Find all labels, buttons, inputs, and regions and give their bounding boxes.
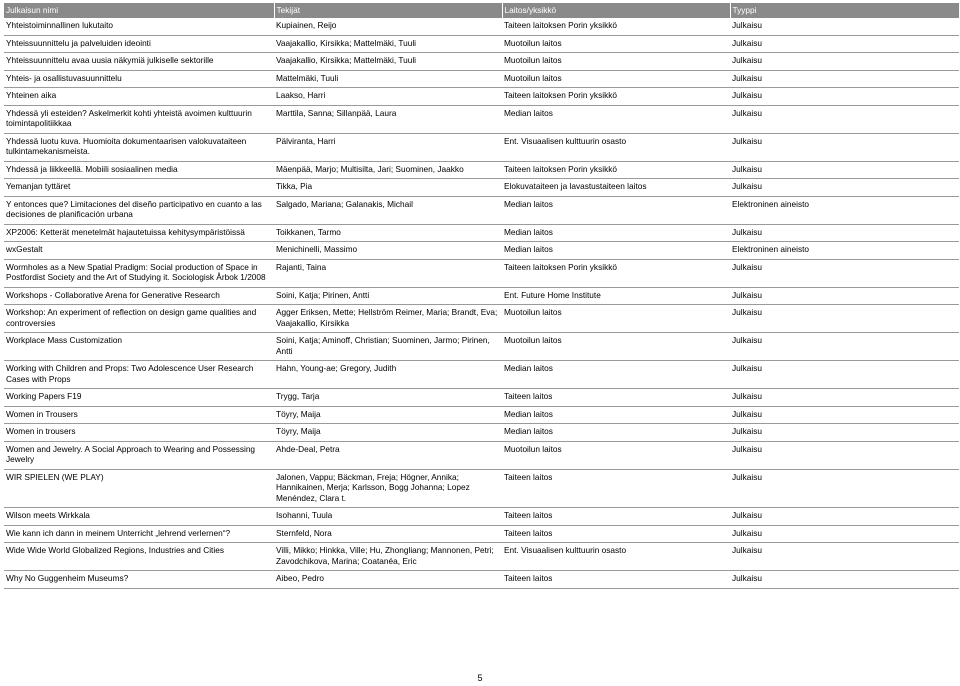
cell-title: Women and Jewelry. A Social Approach to Wearing and Possessing Jewelry <box>4 441 274 469</box>
cell-authors: Rajanti, Taina <box>274 259 502 287</box>
cell-type: Elektroninen aineisto <box>730 196 959 224</box>
table-row <box>4 424 959 442</box>
cell-type: Julkaisu <box>730 508 959 526</box>
table-row <box>4 161 959 179</box>
cell-type: Julkaisu <box>730 424 959 442</box>
cell-title: Wide Wide World Globalized Regions, Industries and Cities <box>4 543 274 571</box>
table-row <box>4 224 959 242</box>
cell-department: Median laitos <box>502 424 730 442</box>
cell-type: Julkaisu <box>730 389 959 407</box>
table-row <box>4 242 959 260</box>
table-row <box>4 105 959 133</box>
cell-title: Women in trousers <box>4 424 274 442</box>
table-row <box>4 196 959 224</box>
table-row <box>4 571 959 589</box>
cell-department: Taiteen laitos <box>502 469 730 508</box>
table-row <box>4 508 959 526</box>
cell-title: Yhdessä luotu kuva. Huomioita dokumentaarisen valokuvataiteen tulkintamekanismeista. <box>4 133 274 161</box>
cell-department: Median laitos <box>502 242 730 260</box>
cell-authors: Laakso, Harri <box>274 88 502 106</box>
cell-type: Julkaisu <box>730 224 959 242</box>
cell-authors: Soini, Katja; Pirinen, Antti <box>274 287 502 305</box>
cell-department: Median laitos <box>502 361 730 389</box>
cell-authors: Villi, Mikko; Hinkka, Ville; Hu, Zhongliang; Mannonen, Petri; Zavodchikova, Marina; Coatanéa, Eric <box>274 543 502 571</box>
cell-type: Julkaisu <box>730 287 959 305</box>
table-body <box>4 18 959 588</box>
cell-type: Julkaisu <box>730 441 959 469</box>
cell-department: Taiteen laitos <box>502 508 730 526</box>
cell-title: WIR SPIELEN (WE PLAY) <box>4 469 274 508</box>
document-page <box>4 3 959 589</box>
cell-type: Julkaisu <box>730 53 959 71</box>
cell-authors: Salgado, Mariana; Galanakis, Michail <box>274 196 502 224</box>
cell-authors: Pälviranta, Harri <box>274 133 502 161</box>
cell-department: Ent. Visuaalisen kulttuurin osasto <box>502 543 730 571</box>
cell-type: Julkaisu <box>730 105 959 133</box>
cell-department: Median laitos <box>502 224 730 242</box>
cell-title: Yhteinen aika <box>4 88 274 106</box>
table-row <box>4 35 959 53</box>
cell-title: Women in Trousers <box>4 406 274 424</box>
cell-authors: Isohanni, Tuula <box>274 508 502 526</box>
cell-type: Julkaisu <box>730 543 959 571</box>
table-row <box>4 469 959 508</box>
table-header <box>4 3 959 18</box>
header-row <box>4 3 959 18</box>
cell-department: Taiteen laitos <box>502 525 730 543</box>
cell-authors: Töyry, Maija <box>274 424 502 442</box>
table-row <box>4 361 959 389</box>
cell-title: Yhdessä yli esteiden? Askelmerkit kohti yhteistä avoimen kulttuurin toimintapolitiikkaa <box>4 105 274 133</box>
cell-title: Yhteissuunnittelu ja palveluiden ideointi <box>4 35 274 53</box>
cell-department: Muotoilun laitos <box>502 441 730 469</box>
cell-authors: Kupiainen, Reijo <box>274 18 502 35</box>
page-number: 5 <box>477 673 483 683</box>
header-type: Tyyppi <box>730 3 959 18</box>
cell-authors: Hahn, Young-ae; Gregory, Judith <box>274 361 502 389</box>
table-row <box>4 441 959 469</box>
cell-authors: Jalonen, Vappu; Bäckman, Freja; Högner, Annika; Hannikainen, Merja; Karlsson, Bogg Johanna; Lopez Menéndez, Clara t. <box>274 469 502 508</box>
cell-authors: Töyry, Maija <box>274 406 502 424</box>
cell-type: Julkaisu <box>730 571 959 589</box>
cell-department: Median laitos <box>502 406 730 424</box>
cell-authors: Sternfeld, Nora <box>274 525 502 543</box>
table-row <box>4 133 959 161</box>
cell-type: Julkaisu <box>730 161 959 179</box>
cell-department: Muotoilun laitos <box>502 305 730 333</box>
table-row <box>4 70 959 88</box>
cell-title: Workshops - Collaborative Arena for Generative Research <box>4 287 274 305</box>
cell-type: Julkaisu <box>730 88 959 106</box>
table-row <box>4 287 959 305</box>
cell-authors: Aibeo, Pedro <box>274 571 502 589</box>
cell-department: Muotoilun laitos <box>502 53 730 71</box>
table-row <box>4 53 959 71</box>
cell-title: Yhteissuunnittelu avaa uusia näkymiä julkiselle sektorille <box>4 53 274 71</box>
cell-authors: Toikkanen, Tarmo <box>274 224 502 242</box>
table-row <box>4 333 959 361</box>
table-row <box>4 406 959 424</box>
cell-type: Julkaisu <box>730 305 959 333</box>
table-row <box>4 18 959 35</box>
table-row <box>4 525 959 543</box>
cell-department: Muotoilun laitos <box>502 35 730 53</box>
header-title: Julkaisun nimi <box>4 3 274 18</box>
cell-type: Julkaisu <box>730 406 959 424</box>
cell-authors: Menichinelli, Massimo <box>274 242 502 260</box>
cell-department: Taiteen laitoksen Porin yksikkö <box>502 88 730 106</box>
cell-title: wxGestalt <box>4 242 274 260</box>
cell-authors: Agger Eriksen, Mette; Hellström Reimer, Maria; Brandt, Eva; Vaajakallio, Kirsikka <box>274 305 502 333</box>
cell-type: Julkaisu <box>730 525 959 543</box>
cell-title: Wormholes as a New Spatial Pradigm: Social production of Space in Postfordist Society and the Art of Studying it. Sociologisk Årbok 1/2008 <box>4 259 274 287</box>
cell-department: Taiteen laitos <box>502 389 730 407</box>
cell-department: Median laitos <box>502 105 730 133</box>
cell-department: Taiteen laitoksen Porin yksikkö <box>502 259 730 287</box>
cell-title: Yhteis- ja osallistuvasuunnittelu <box>4 70 274 88</box>
cell-department: Muotoilun laitos <box>502 333 730 361</box>
cell-type: Elektroninen aineisto <box>730 242 959 260</box>
table-row <box>4 389 959 407</box>
header-department: Laitos/yksikkö <box>502 3 730 18</box>
cell-authors: Mäenpää, Marjo; Multisilta, Jari; Suominen, Jaakko <box>274 161 502 179</box>
header-authors: Tekijät <box>274 3 502 18</box>
cell-title: Yhdessä ja liikkeellä. Mobiili sosiaalinen media <box>4 161 274 179</box>
cell-title: Wilson meets Wirkkala <box>4 508 274 526</box>
cell-type: Julkaisu <box>730 133 959 161</box>
cell-title: XP2006: Ketterät menetelmät hajautetuissa kehitysympäristöissä <box>4 224 274 242</box>
cell-authors: Marttila, Sanna; Sillanpää, Laura <box>274 105 502 133</box>
cell-authors: Soini, Katja; Aminoff, Christian; Suominen, Jarmo; Pirinen, Antti <box>274 333 502 361</box>
publications-table <box>4 3 959 589</box>
cell-type: Julkaisu <box>730 361 959 389</box>
cell-authors: Trygg, Tarja <box>274 389 502 407</box>
cell-title: Why No Guggenheim Museums? <box>4 571 274 589</box>
cell-title: Yhteistoiminnallinen lukutaito <box>4 18 274 35</box>
cell-type: Julkaisu <box>730 35 959 53</box>
cell-type: Julkaisu <box>730 18 959 35</box>
cell-type: Julkaisu <box>730 333 959 361</box>
cell-department: Taiteen laitos <box>502 571 730 589</box>
cell-authors: Tikka, Pia <box>274 179 502 197</box>
table-row <box>4 543 959 571</box>
cell-type: Julkaisu <box>730 179 959 197</box>
cell-title: Workshop: An experiment of reflection on design game qualities and controversies <box>4 305 274 333</box>
cell-department: Muotoilun laitos <box>502 70 730 88</box>
cell-title: Wie kann ich dann in meinem Unterricht „lehrend verlernen“? <box>4 525 274 543</box>
cell-department: Taiteen laitoksen Porin yksikkö <box>502 18 730 35</box>
table-row <box>4 259 959 287</box>
cell-title: Working with Children and Props: Two Adolescence User Research Cases with Props <box>4 361 274 389</box>
cell-department: Elokuvataiteen ja lavastustaiteen laitos <box>502 179 730 197</box>
cell-department: Ent. Future Home Institute <box>502 287 730 305</box>
cell-department: Median laitos <box>502 196 730 224</box>
cell-type: Julkaisu <box>730 469 959 508</box>
cell-type: Julkaisu <box>730 259 959 287</box>
cell-authors: Vaajakallio, Kirsikka; Mattelmäki, Tuuli <box>274 35 502 53</box>
table-row <box>4 179 959 197</box>
cell-department: Taiteen laitoksen Porin yksikkö <box>502 161 730 179</box>
cell-authors: Ahde-Deal, Petra <box>274 441 502 469</box>
cell-title: Working Papers F19 <box>4 389 274 407</box>
table-row <box>4 88 959 106</box>
cell-authors: Mattelmäki, Tuuli <box>274 70 502 88</box>
table-row <box>4 305 959 333</box>
cell-title: Y entonces que? Limitaciones del diseño participativo en cuanto a las decisiones de planificación urbana <box>4 196 274 224</box>
cell-title: Yemanjan tyttäret <box>4 179 274 197</box>
cell-department: Ent. Visuaalisen kulttuurin osasto <box>502 133 730 161</box>
cell-type: Julkaisu <box>730 70 959 88</box>
cell-authors: Vaajakallio, Kirsikka; Mattelmäki, Tuuli <box>274 53 502 71</box>
cell-title: Workplace Mass Customization <box>4 333 274 361</box>
